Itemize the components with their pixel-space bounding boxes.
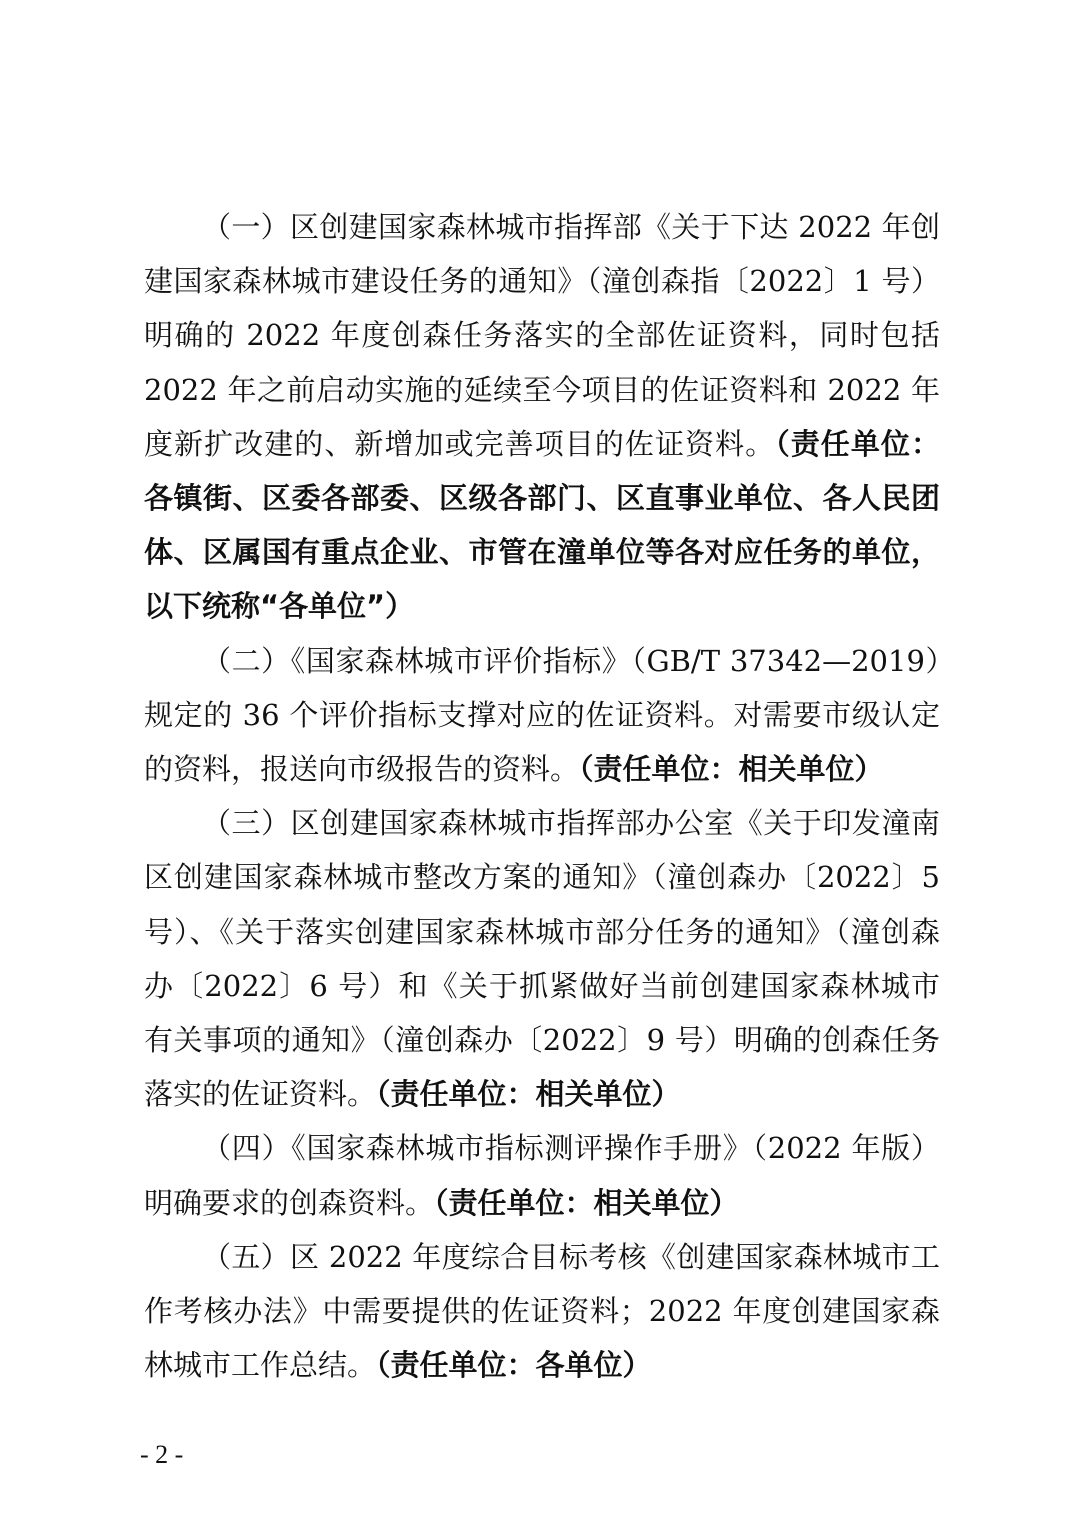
paragraph-5-text: （五）区 2022 年度综合目标考核《创建国家森林城市工作考核办法》中需要提供的佐证资料；2022 年度创建国家森林城市工作总结。 <box>144 1239 940 1383</box>
paragraph-2-text: （二）《国家森林城市评价指标》（GB/T 37342—2019）规定的 36 个评价指标支撑对应的佐证资料。对需要市级认定的资料，报送向市级报告的资料。 <box>144 643 940 787</box>
paragraph-3-text: （三）区创建国家森林城市指挥部办公室《关于印发潼南区创建国家森林城市整改方案的通知》（潼创森办〔2022〕5 号）、《关于落实创建国家森林城市部分任务的通知》（潼创森办〔2022〕6 号）和《关于抓紧做好当前创建国家森林城市有关事项的通知》（潼创森办〔2022〕9 号）明确的创森任务落实的佐证资料。 <box>144 806 940 1112</box>
paragraph-3 <box>144 796 940 1121</box>
paragraph-1-responsibility: （责任单位：各镇街、区委各部委、区级各部门、区直事业单位、各人民团体、区属国有重点企业、市管在潼单位等各对应任务的单位，以下统称“各单位”） <box>144 426 940 624</box>
paragraph-4 <box>144 1121 940 1229</box>
paragraph-5-responsibility: （责任单位：各单位） <box>376 1348 652 1383</box>
document-body <box>144 200 940 1392</box>
paragraph-5 <box>144 1230 940 1393</box>
paragraph-3-responsibility: （责任单位：相关单位） <box>376 1077 681 1112</box>
paragraph-1 <box>144 200 940 634</box>
paragraph-2 <box>144 634 940 797</box>
page-number: - 2 - <box>140 1440 184 1469</box>
paragraph-1-text: （一）区创建国家森林城市指挥部《关于下达 2022 年创建国家森林城市建设任务的通知》（潼创森指〔2022〕1 号）明确的 2022 年度创森任务落实的全部佐证资料，同时包括 2022 年之前启动实施的延续至今项目的佐证资料和 2022 年度新扩改建的、新增加或完善项目的佐证资料。 <box>144 210 940 461</box>
paragraph-4-responsibility: （责任单位：相关单位） <box>434 1185 739 1220</box>
paragraph-2-responsibility: （责任单位：相关单位） <box>579 752 884 787</box>
paragraph-4-text: （四）《国家森林城市指标测评操作手册》（2022 年版）明确要求的创森资料。 <box>144 1131 940 1220</box>
